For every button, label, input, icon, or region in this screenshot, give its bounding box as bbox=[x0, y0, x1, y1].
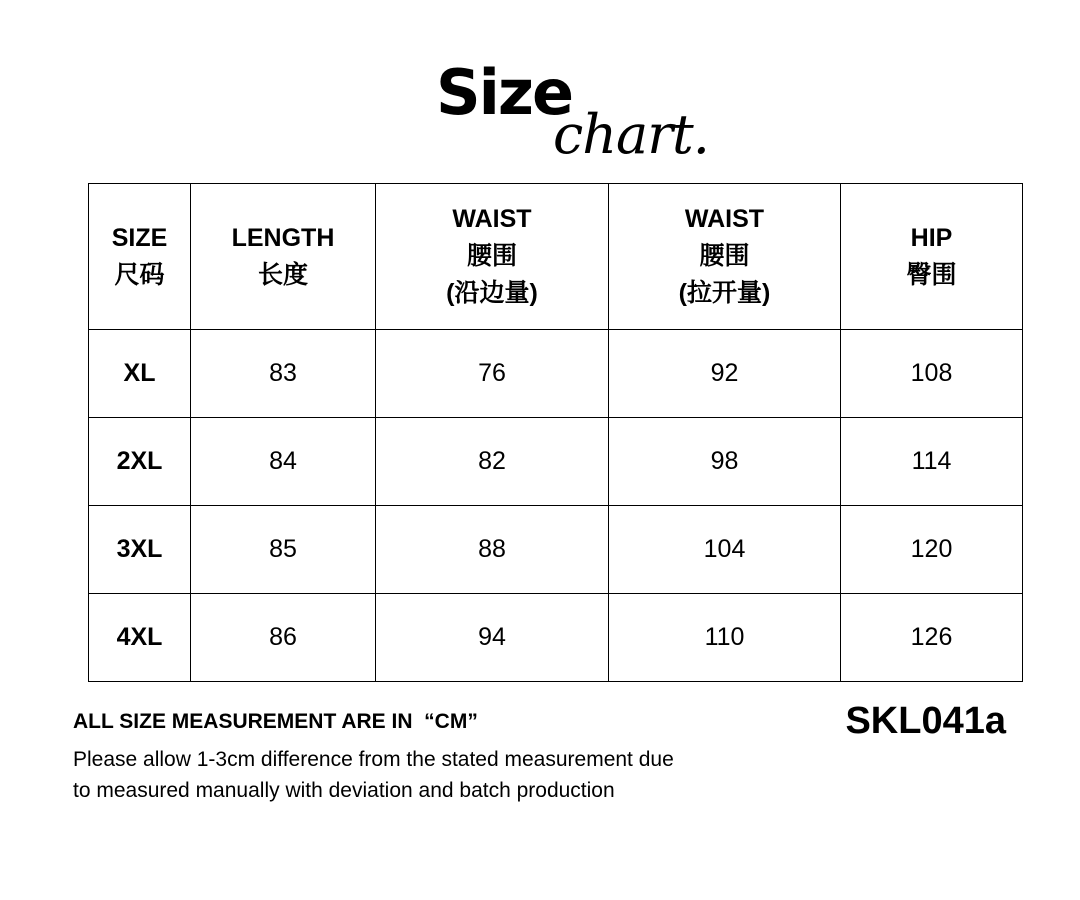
disclaimer-line: Please allow 1-3cm difference from the stated measurement due bbox=[73, 748, 674, 771]
size-cell: 2XL bbox=[89, 418, 191, 506]
header-label-en: HIP bbox=[910, 223, 953, 252]
header-hip bbox=[841, 184, 1023, 330]
header-label-en: WAIST bbox=[452, 205, 532, 233]
header-label-note: (沿边量) bbox=[446, 279, 538, 307]
length-cell: 83 bbox=[191, 330, 376, 418]
waist-stretched-cell: 92 bbox=[609, 330, 841, 418]
table-row bbox=[89, 330, 1023, 418]
size-chart-title bbox=[0, 0, 1080, 180]
size-cell: 4XL bbox=[89, 594, 191, 682]
waist-stretched-cell: 110 bbox=[609, 594, 841, 682]
title-main: Size bbox=[436, 56, 573, 129]
length-cell: 86 bbox=[191, 594, 376, 682]
length-cell: 85 bbox=[191, 506, 376, 594]
disclaimer-line: to measured manually with deviation and batch production bbox=[73, 779, 615, 802]
header-label-zh: 腰围 bbox=[699, 242, 750, 270]
header-label-en: WAIST bbox=[684, 205, 765, 233]
measurement-unit-note: ALL SIZE MEASUREMENT ARE IN “CM” bbox=[73, 710, 478, 733]
hip-cell: 120 bbox=[841, 506, 1023, 594]
waist-stretched-cell: 98 bbox=[609, 418, 841, 506]
size-cell: XL bbox=[89, 330, 191, 418]
header-label-en: LENGTH bbox=[231, 223, 335, 252]
waist-edge-cell: 94 bbox=[376, 594, 609, 682]
header-label-zh: 腰围 bbox=[466, 242, 517, 270]
hip-cell: 108 bbox=[841, 330, 1023, 418]
header-label-en: SIZE bbox=[111, 223, 168, 252]
size-cell: 3XL bbox=[89, 506, 191, 594]
title-script: chart. bbox=[553, 103, 709, 166]
table-row bbox=[89, 418, 1023, 506]
measurement-disclaimer bbox=[73, 744, 773, 806]
size-table bbox=[88, 183, 1023, 682]
header-label-zh: 臀围 bbox=[906, 260, 957, 289]
waist-stretched-cell: 104 bbox=[609, 506, 841, 594]
header-label-zh: 长度 bbox=[257, 260, 308, 289]
hip-cell: 114 bbox=[841, 418, 1023, 506]
header-waist-stretched bbox=[609, 184, 841, 330]
header-label-zh: 尺码 bbox=[114, 260, 165, 289]
header-waist-edge bbox=[376, 184, 609, 330]
table-header-row bbox=[89, 184, 1023, 330]
waist-edge-cell: 82 bbox=[376, 418, 609, 506]
length-cell: 84 bbox=[191, 418, 376, 506]
header-length bbox=[191, 184, 376, 330]
product-code: SKL041a bbox=[845, 700, 1006, 742]
table-row bbox=[89, 506, 1023, 594]
header-size bbox=[89, 184, 191, 330]
header-label-note: (拉开量) bbox=[678, 279, 771, 307]
waist-edge-cell: 76 bbox=[376, 330, 609, 418]
table-row bbox=[89, 594, 1023, 682]
waist-edge-cell: 88 bbox=[376, 506, 609, 594]
hip-cell: 126 bbox=[841, 594, 1023, 682]
